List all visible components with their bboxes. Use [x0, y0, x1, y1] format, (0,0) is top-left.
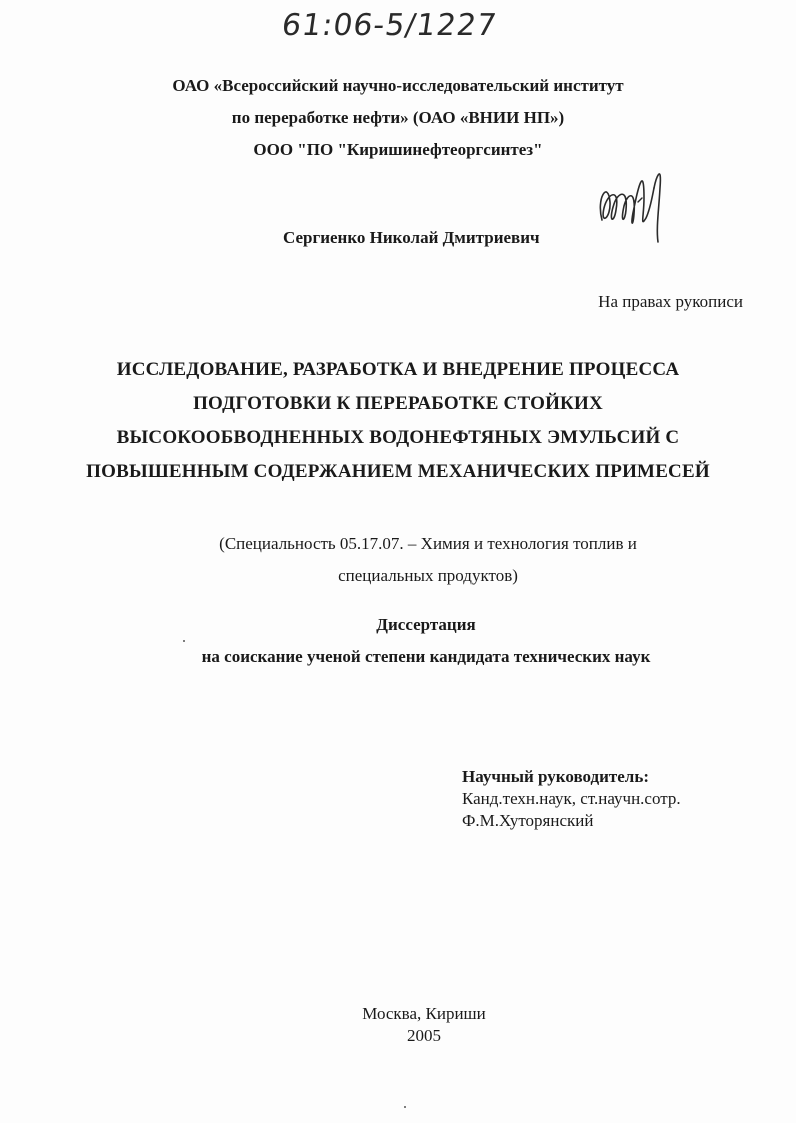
scan-speck	[183, 640, 185, 642]
scan-speck	[404, 1106, 406, 1108]
organization-line-1: ОАО «Всероссийский научно-исследовательский институт	[172, 76, 624, 95]
handwritten-archive-code: 61:06-5/1227	[279, 8, 500, 43]
city: Москва, Кириши	[362, 1004, 486, 1023]
specialty-line-2: специальных продуктов)	[338, 566, 518, 585]
manuscript-rights-note: На правах рукописи	[598, 292, 743, 311]
title-line: ПОВЫШЕННЫМ СОДЕРЖАНИЕМ МЕХАНИЧЕСКИХ ПРИМЕСЕЙ	[86, 461, 710, 482]
title-line: ПОДГОТОВКИ К ПЕРЕРАБОТКЕ СТОЙКИХ	[193, 393, 603, 414]
specialty-block	[0, 528, 796, 592]
dissertation-label: Диссертация	[376, 615, 476, 634]
supervisor-block	[462, 766, 681, 832]
organization-line-3: ООО "ПО "Киришинефтеоргсинтез"	[253, 140, 543, 159]
year: 2005	[407, 1026, 441, 1045]
organization-line-2: по переработке нефти» (ОАО «ВНИИ НП»)	[231, 108, 565, 127]
specialty-line-1: (Специальность 05.17.07. – Химия и технология топлив и	[219, 534, 637, 553]
signature-icon	[594, 158, 674, 250]
title-line: ВЫСОКООБВОДНЕННЫХ ВОДОНЕФТЯНЫХ ЭМУЛЬСИЙ С	[116, 427, 680, 448]
title-line: ИССЛЕДОВАНИЕ, РАЗРАБОТКА И ВНЕДРЕНИЕ ПРОЦЕССА	[116, 359, 680, 380]
author-name: Сергиенко Николай Дмитриевич	[283, 228, 540, 247]
degree-statement: на соискание ученой степени кандидата технических наук	[201, 647, 651, 666]
supervisor-rank: Канд.техн.наук, ст.научн.сотр.	[462, 789, 681, 808]
dissertation-title	[0, 353, 796, 489]
supervisor-name: Ф.М.Хуторянский	[462, 811, 594, 830]
supervisor-heading: Научный руководитель:	[462, 767, 649, 786]
